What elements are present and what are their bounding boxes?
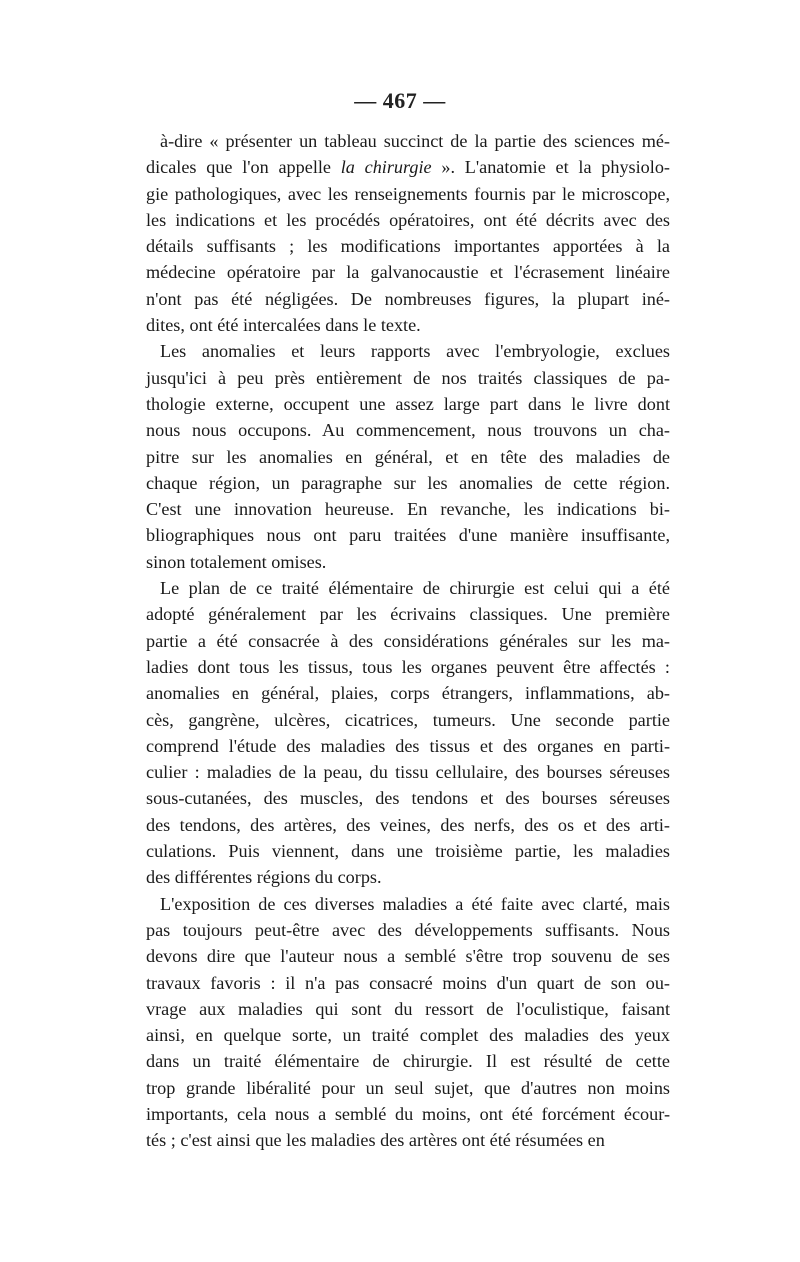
text-line: importants, cela nous a semblé du moins, ont été forcément écour- [146,1103,670,1124]
text-line: ladies dont tous les tissus, tous les organes peuvent être affectés : [146,656,670,677]
text-line: thologie externe, occupent une assez large part dans le livre dont [146,393,670,414]
text-line: C'est une innovation heureuse. En revanche, les indications bi- [146,499,670,520]
text-line: jusqu'ici à peu près entièrement de nos traités classiques de pa- [146,367,670,388]
text-line: bliographiques nous ont paru traitées d'une manière insuffisante, [146,525,670,546]
text-line: n'ont pas été négligées. De nombreuses figures, la plupart iné- [146,288,670,309]
text-segment: ». L'anatomie et la physiolo- [431,157,670,178]
text-line: culations. Puis viennent, dans une troisième partie, les maladies [146,841,670,862]
text-line: travaux favoris : il n'a pas consacré moins d'un quart de son ou- [146,972,670,993]
paragraph [146,128,670,338]
paragraph [146,338,670,575]
text-line: anomalies en général, plaies, corps étrangers, inflammations, ab- [146,683,670,704]
text-line: trop grande libéralité pour un seul sujet, que d'autres non moins [146,1077,670,1098]
text-line: tés ; c'est ainsi que les maladies des artères ont été résumées en [146,1130,605,1151]
text-line: sous-cutanées, des muscles, des tendons et des bourses séreuses [146,788,670,809]
text-line: devons dire que l'auteur nous a semblé s'être trop souvenu de ses [146,946,670,967]
text-line: détails suffisants ; les modifications importantes apportées à la [146,236,670,257]
text-line: Le plan de ce traité élémentaire de chirurgie est celui qui a été [160,578,670,599]
text-line: ainsi, en quelque sorte, un traité complet des maladies des yeux [146,1025,670,1046]
text-line: cès, gangrène, ulcères, cicatrices, tumeurs. Une seconde partie [146,709,670,730]
text-line: à-dire « présenter un tableau succinct de la partie des sciences mé- [160,131,670,151]
text-line: gie pathologiques, avec les renseignements fournis par le microscope, [146,183,670,204]
text-line: nous nous occupons. Au commencement, nous trouvons un cha- [146,420,670,441]
text-line: des différentes régions du corps. [146,867,382,888]
text-line: dans un traité élémentaire de chirurgie. Il est résulté de cette [146,1051,670,1072]
text-line: comprend l'étude des maladies des tissus et des organes en parti- [146,735,670,756]
text-line: sinon totalement omises. [146,551,327,572]
text-line: des tendons, des artères, des veines, des nerfs, des os et des arti- [146,814,670,835]
text-line: pas toujours peut-être avec des développements suffisants. Nous [146,919,670,940]
text-line: Les anomalies et leurs rapports avec l'embryologie, exclues [160,341,670,362]
paragraph [146,891,670,1154]
page-number: — 467 — [354,88,446,113]
text-line: culier : maladies de la peau, du tissu cellulaire, des bourses séreuses [146,762,670,783]
text-line: médecine opératoire par la galvanocaustie et l'écrasement linéaire [146,262,670,283]
text-line: chaque région, un paragraphe sur les anomalies de cette région. [146,472,670,493]
text-line: les indications et les procédés opératoires, ont été décrits avec des [146,209,670,230]
text-line: pitre sur les anomalies en général, et en tête des maladies de [146,446,670,467]
text-line [146,154,670,180]
text-line: vrage aux maladies qui sont du ressort de l'oculistique, faisant [146,998,670,1019]
text-line: partie a été consacrée à des considérations générales sur les ma- [146,630,670,651]
text-line: L'exposition de ces diverses maladies a été faite avec clarté, mais [160,893,670,914]
text-segment: dicales que l'on appelle [146,157,341,178]
paragraph [146,575,670,891]
italic-phrase: la chirurgie [340,157,432,178]
body-text [146,128,670,1154]
text-line: adopté généralement par les écrivains classiques. Une première [146,604,670,625]
text-line: dites, ont été intercalées dans le texte. [146,315,421,336]
